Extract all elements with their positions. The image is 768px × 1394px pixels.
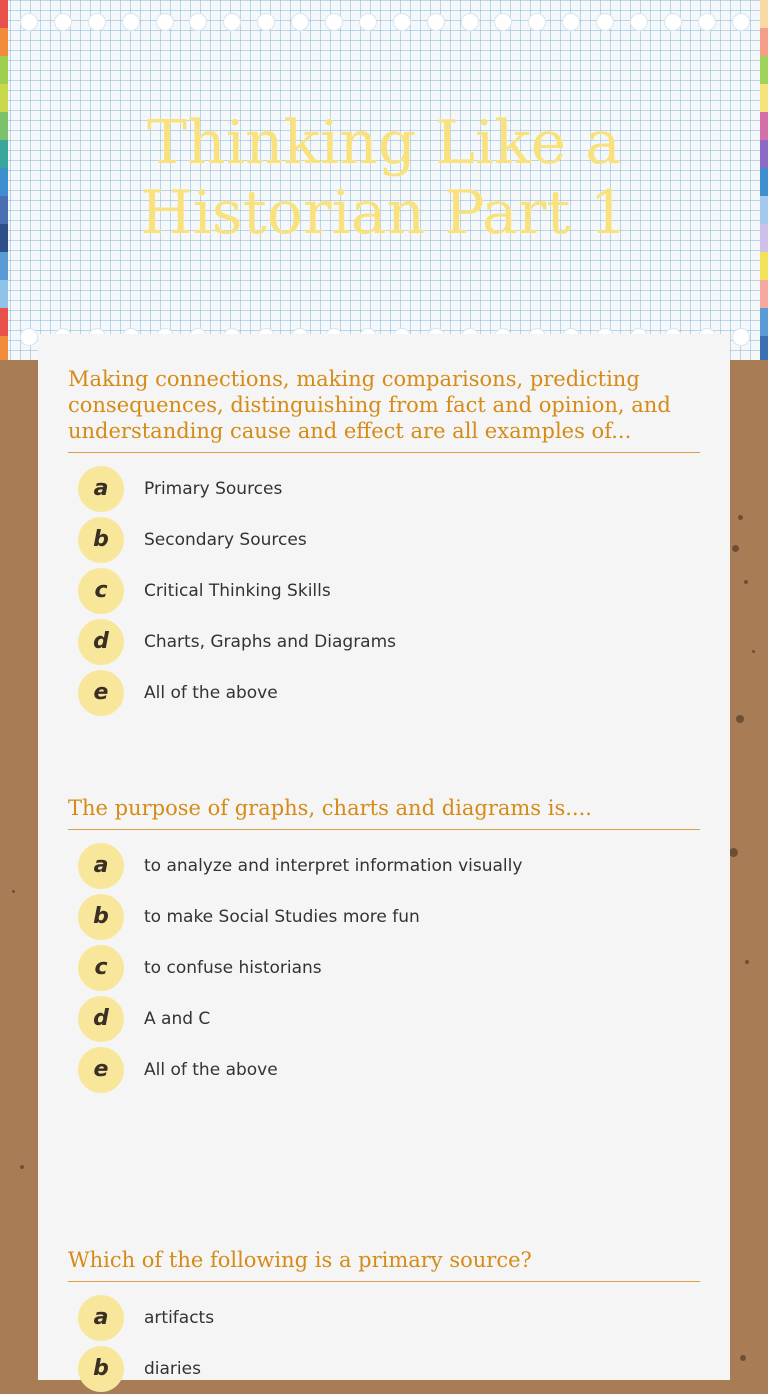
option-a[interactable] (68, 463, 700, 514)
header-graph-paper (0, 0, 768, 360)
option-letter-badge: b (78, 1346, 124, 1392)
page-title: Thinking Like a Historian Part 1 (140, 108, 628, 248)
option-b[interactable] (68, 1343, 700, 1394)
option-text: to make Social Studies more fun (144, 906, 420, 927)
question-text: Which of the following is a primary source? (68, 1247, 700, 1282)
option-letter-badge: a (78, 466, 124, 512)
worksheet-card (38, 334, 730, 1380)
question-3 (68, 1247, 700, 1394)
option-text: A and C (144, 1008, 211, 1029)
option-text: Primary Sources (144, 478, 283, 499)
option-letter-badge: a (78, 843, 124, 889)
option-letter-badge: d (78, 996, 124, 1042)
option-text: to analyze and interpret information visually (144, 855, 523, 876)
option-a[interactable] (68, 1292, 700, 1343)
option-letter-badge: a (78, 1295, 124, 1341)
option-letter-badge: e (78, 1047, 124, 1093)
option-c[interactable] (68, 942, 700, 993)
option-e[interactable] (68, 1044, 700, 1095)
option-e[interactable] (68, 667, 700, 718)
option-letter-badge: c (78, 568, 124, 614)
question-text: The purpose of graphs, charts and diagrams is.... (68, 795, 700, 830)
option-d[interactable] (68, 993, 700, 1044)
option-letter-badge: b (78, 517, 124, 563)
option-text: All of the above (144, 682, 278, 703)
option-a[interactable] (68, 840, 700, 891)
option-text: diaries (144, 1358, 201, 1379)
option-b[interactable] (68, 891, 700, 942)
option-letter-badge: c (78, 945, 124, 991)
notebook-holes-top (20, 13, 750, 31)
question-2 (68, 795, 700, 1095)
question-1 (68, 366, 700, 718)
option-text: Charts, Graphs and Diagrams (144, 631, 397, 652)
question-text: Making connections, making comparisons, predicting consequences, distinguishing from fact and opinion, and understanding cause and effect are all examples of... (68, 366, 700, 453)
option-b[interactable] (68, 514, 700, 565)
option-text: artifacts (144, 1307, 215, 1328)
option-text: Critical Thinking Skills (144, 580, 331, 601)
option-text: Secondary Sources (144, 529, 307, 550)
option-text: All of the above (144, 1059, 278, 1080)
option-letter-badge: b (78, 894, 124, 940)
option-text: to confuse historians (144, 957, 322, 978)
option-c[interactable] (68, 565, 700, 616)
option-letter-badge: d (78, 619, 124, 665)
option-d[interactable] (68, 616, 700, 667)
option-letter-badge: e (78, 670, 124, 716)
